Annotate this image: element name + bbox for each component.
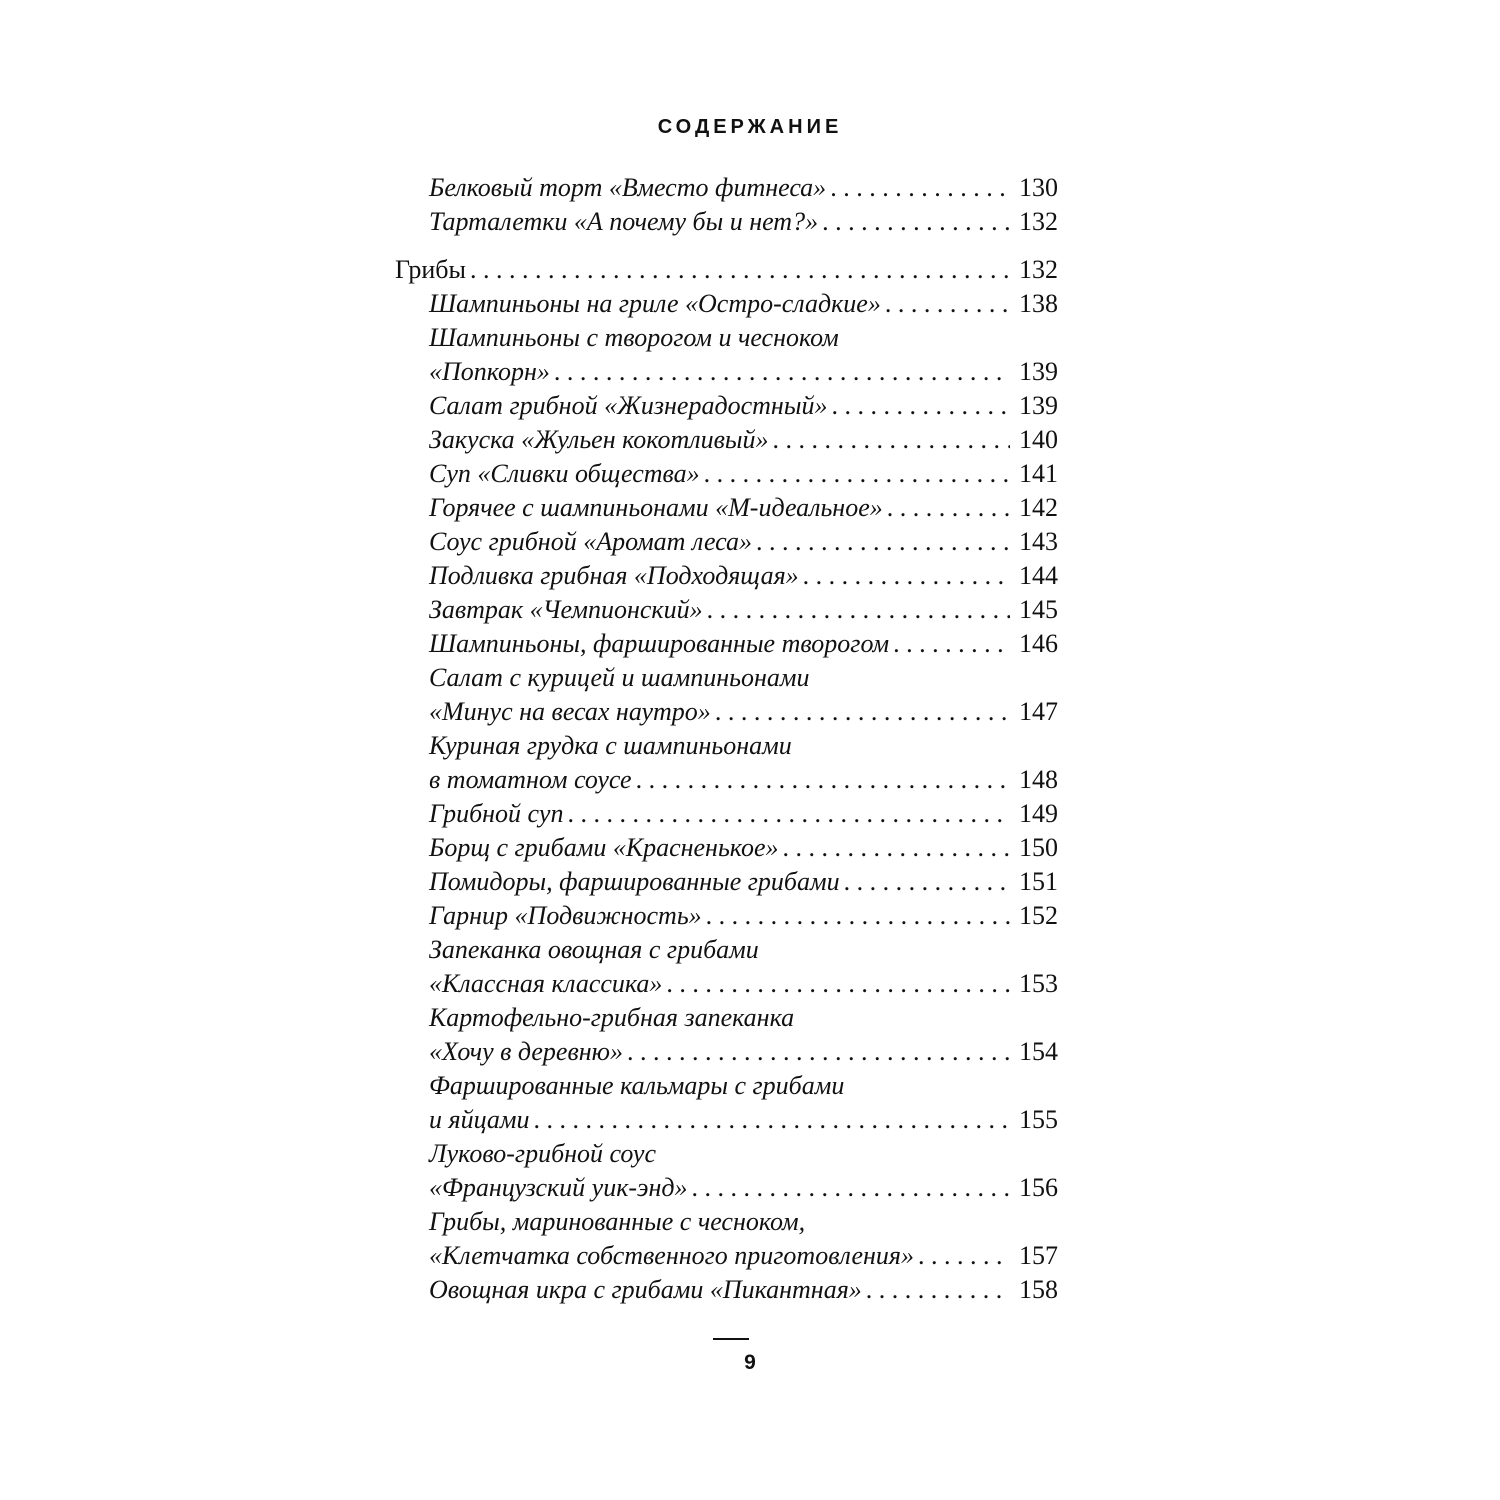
- dot-leader: [887, 491, 1010, 525]
- toc-entry: [395, 321, 1058, 355]
- dot-leader: [893, 627, 1010, 661]
- toc-entry-title: Фаршированные кальмары с грибами: [429, 1071, 845, 1100]
- toc-entry-title: «Попкорн»: [429, 357, 550, 386]
- toc-entry: [395, 287, 1058, 321]
- toc-section: [395, 253, 1058, 287]
- dot-leader: [772, 423, 1010, 457]
- toc-entry-title: Борщ с грибами «Красненькое»: [429, 833, 779, 862]
- toc-entry: [395, 423, 1058, 457]
- toc-entry: [395, 1001, 1058, 1035]
- toc-entry: [395, 831, 1058, 865]
- toc-page-number: 155: [1019, 1105, 1058, 1134]
- toc-entry-title: «Французский уик-энд»: [429, 1173, 688, 1202]
- toc-entry: [395, 1239, 1058, 1273]
- toc-page-number: 157: [1019, 1241, 1058, 1270]
- toc-page-number: 144: [1019, 561, 1058, 590]
- dot-leader: [706, 899, 1010, 933]
- toc-page-number: 139: [1019, 357, 1058, 386]
- toc-entry: [395, 171, 1058, 205]
- toc-page-number: 153: [1019, 969, 1058, 998]
- toc-entry-title: Закуска «Жульен кокотливый»: [429, 425, 769, 454]
- toc-entry: [395, 1205, 1058, 1239]
- toc-entry-title: Подливка грибная «Подходящая»: [429, 561, 799, 590]
- page-title: СОДЕРЖАНИЕ: [657, 116, 843, 138]
- toc-entry-title: Грибной суп: [429, 799, 564, 828]
- toc-page-number: 149: [1019, 799, 1058, 828]
- toc-entry: [395, 729, 1058, 763]
- dot-leader: [567, 797, 1010, 831]
- dot-leader: [831, 389, 1010, 423]
- toc-entry-title: «Классная классика»: [429, 969, 663, 998]
- dot-leader: [554, 355, 1010, 389]
- dot-leader: [866, 1273, 1010, 1307]
- toc-entry-title: Салат грибной «Жизнерадостный»: [429, 391, 828, 420]
- toc-entry: [395, 491, 1058, 525]
- dot-leader: [756, 525, 1010, 559]
- dot-leader: [470, 253, 1010, 287]
- toc-page-number: 143: [1019, 527, 1058, 556]
- toc-page-number: 141: [1019, 459, 1058, 488]
- toc-entry: [395, 865, 1058, 899]
- toc-entry: [395, 1273, 1058, 1307]
- toc-entry-title: Горячее с шампиньонами «М-идеальное»: [429, 493, 883, 522]
- toc-entry-title: «Минус на весах наутро»: [429, 697, 711, 726]
- toc-entry: [395, 797, 1058, 831]
- toc-page-number: 150: [1019, 833, 1058, 862]
- toc-entry-title: «Хочу в деревню»: [429, 1037, 623, 1066]
- dot-leader: [636, 763, 1010, 797]
- toc-page-number: 158: [1019, 1275, 1058, 1304]
- toc-entry: [395, 355, 1058, 389]
- toc-entry-title: Шампиньоны на гриле «Остро-сладкие»: [429, 289, 881, 318]
- toc-entry: [395, 457, 1058, 491]
- dot-leader: [822, 205, 1010, 239]
- toc-entry-title: Запеканка овощная с грибами: [429, 935, 759, 964]
- toc-entry-title: Грибы, маринованные с чесноком,: [429, 1207, 806, 1236]
- toc-page-number: 138: [1019, 289, 1058, 318]
- toc-entry: [395, 899, 1058, 933]
- toc-entry-title: Завтрак «Чемпионский»: [429, 595, 703, 624]
- toc-entry: [395, 1171, 1058, 1205]
- toc-entry: [395, 967, 1058, 1001]
- toc-page-number: 145: [1019, 595, 1058, 624]
- dot-leader: [715, 695, 1010, 729]
- toc-entry-title: Белковый торт «Вместо фитнеса»: [429, 173, 827, 202]
- toc-page-number: 147: [1019, 697, 1058, 726]
- toc-entry: [395, 661, 1058, 695]
- page-number: 9: [744, 1351, 756, 1374]
- toc-page-number: 151: [1019, 867, 1058, 896]
- toc-entry-title: Шампиньоны с творогом и чесноком: [429, 323, 839, 352]
- toc-entry-title: Соус грибной «Аромат леса»: [429, 527, 753, 556]
- toc-entry-title: Помидоры, фаршированные грибами: [429, 867, 840, 896]
- toc-entry: [395, 525, 1058, 559]
- toc-page-number: 132: [1019, 207, 1058, 236]
- dot-leader: [707, 593, 1010, 627]
- toc-entry-title: Суп «Сливки общества»: [429, 459, 700, 488]
- toc-entry-title: Картофельно-грибная запеканка: [429, 1003, 795, 1032]
- dot-leader: [666, 967, 1010, 1001]
- dot-leader: [783, 831, 1010, 865]
- toc-entry-title: Гарнир «Подвижность»: [429, 901, 702, 930]
- dot-leader: [627, 1035, 1010, 1069]
- toc-page-number: 139: [1019, 391, 1058, 420]
- toc-entry-title: Шампиньоны, фаршированные творогом: [429, 629, 890, 658]
- dot-leader: [885, 287, 1010, 321]
- toc-entry-title: Овощная икра с грибами «Пикантная»: [429, 1275, 862, 1304]
- dot-leader: [692, 1171, 1010, 1205]
- toc-entry: [395, 559, 1058, 593]
- dot-leader: [830, 171, 1010, 205]
- toc-page-number: 154: [1019, 1037, 1058, 1066]
- toc-entry: [395, 1069, 1058, 1103]
- toc-entry: [395, 1035, 1058, 1069]
- toc-page-number: 142: [1019, 493, 1058, 522]
- toc-entry: [395, 593, 1058, 627]
- toc-entry: [395, 205, 1058, 239]
- toc-entry: [395, 763, 1058, 797]
- toc-page-number: 156: [1019, 1173, 1058, 1202]
- toc-entry: [395, 695, 1058, 729]
- toc-entry-title: в томатном соусе: [429, 765, 632, 794]
- toc-entry-title: «Клетчатка собственного приготовления»: [429, 1241, 914, 1270]
- toc-entry-title: Куриная грудка с шампиньонами: [429, 731, 792, 760]
- dot-leader: [534, 1103, 1011, 1137]
- footer-rule: [713, 1338, 749, 1340]
- toc-page-number: 140: [1019, 425, 1058, 454]
- toc-entry: [395, 1137, 1058, 1171]
- dot-leader: [704, 457, 1010, 491]
- toc-page-number: 152: [1019, 901, 1058, 930]
- toc-page-number: 146: [1019, 629, 1058, 658]
- toc-entry: [395, 627, 1058, 661]
- toc-page-number: 132: [1019, 255, 1058, 284]
- toc-entry: [395, 933, 1058, 967]
- toc-page-number: 148: [1019, 765, 1058, 794]
- dot-leader: [918, 1239, 1010, 1273]
- toc-entry-title: Тарталетки «А почему бы и нет?»: [429, 207, 819, 236]
- toc-page-number: 130: [1019, 173, 1058, 202]
- toc-entry-title: Грибы: [395, 255, 467, 284]
- dot-leader: [844, 865, 1010, 899]
- toc-entry: [395, 389, 1058, 423]
- dot-leader: [803, 559, 1010, 593]
- table-of-contents: [395, 171, 1058, 1307]
- toc-entry-title: Луково-грибной соус: [429, 1139, 656, 1168]
- toc-entry-title: Салат с курицей и шампиньонами: [429, 663, 810, 692]
- toc-entry: [395, 1103, 1058, 1137]
- toc-entry-title: и яйцами: [429, 1105, 530, 1134]
